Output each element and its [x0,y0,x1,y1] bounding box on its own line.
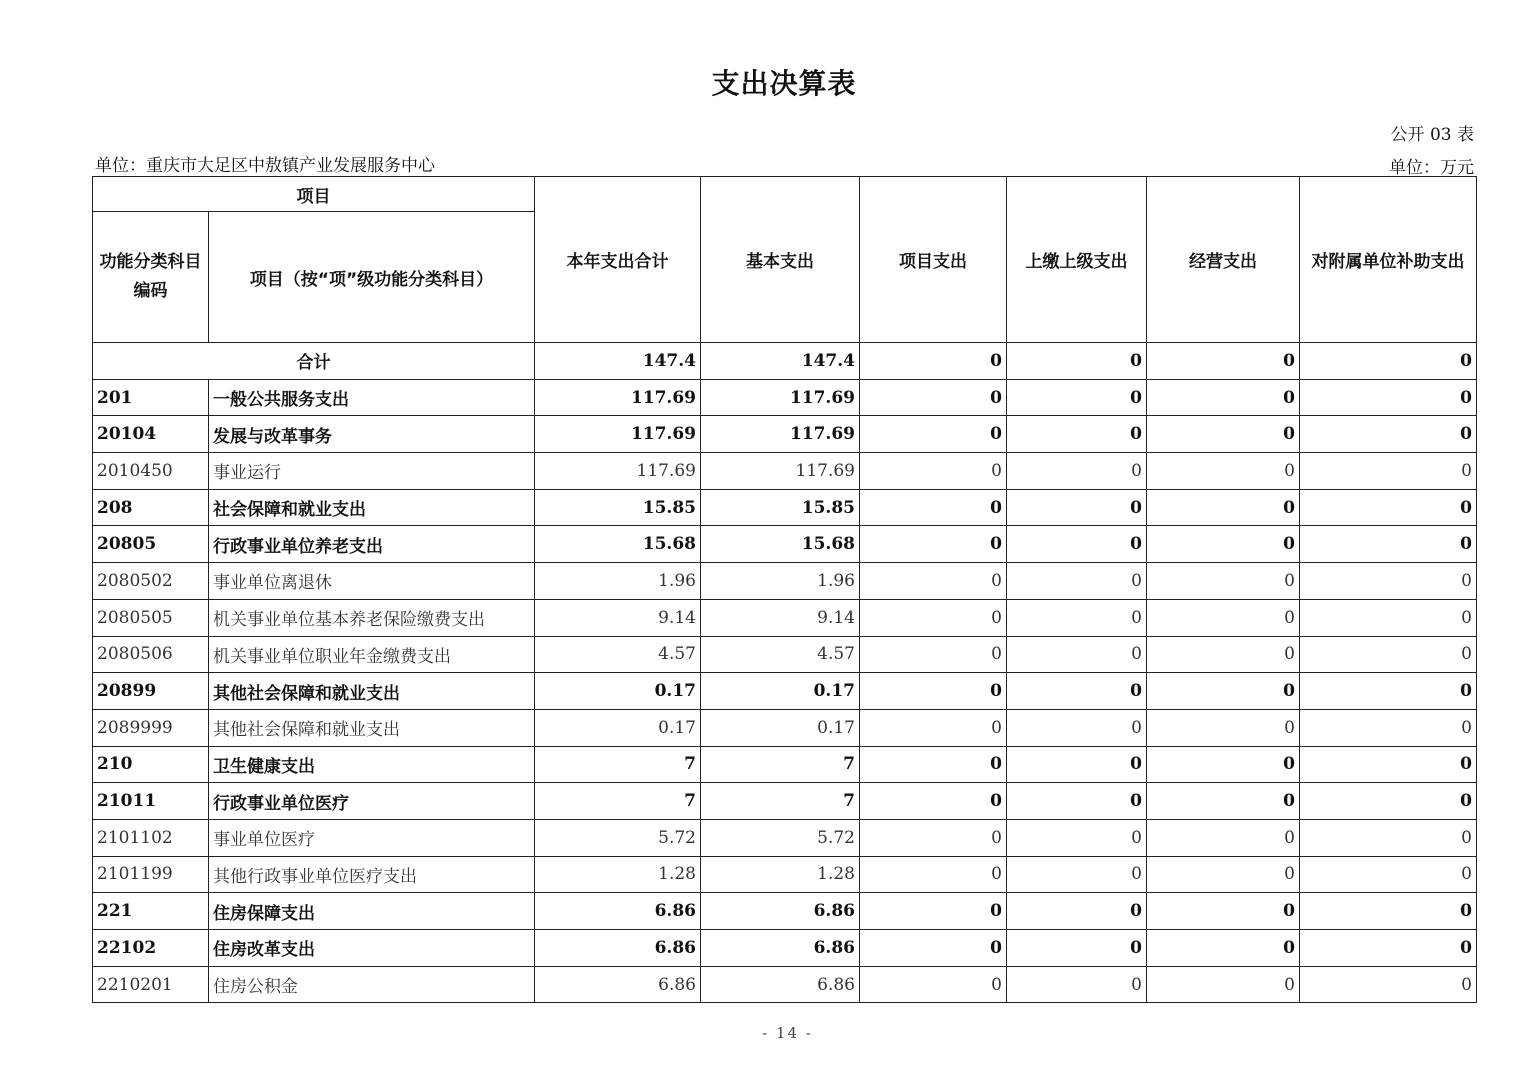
amount-cell: 0 [860,636,1007,673]
amount-cell: 0 [1300,819,1477,856]
page-number: - 14 - [762,1024,813,1042]
amount-cell: 0 [1147,893,1300,930]
table-row [93,453,1477,490]
function-code-cell: 201 [93,379,209,416]
amount-cell: 0 [1300,526,1477,563]
header-subsidy-expenditure: 对附属单位补助支出 [1300,177,1477,343]
amount-cell: 117.69 [535,416,701,453]
function-code-cell: 2101102 [93,819,209,856]
header-project-expenditure: 项目支出 [860,177,1007,343]
amount-cell: 0 [1300,893,1477,930]
amount-cell: 0 [1300,856,1477,893]
amount-cell: 1.28 [535,856,701,893]
page-title: 支出决算表 [711,67,857,100]
form-number: 公开 03 表 [1390,125,1474,145]
header-item-name: 项目（按“项”级功能分类科目） [209,212,535,343]
total-cell: 147.4 [701,343,860,380]
amount-cell: 117.69 [535,453,701,490]
amount-cell: 0 [1300,966,1477,1003]
amount-cell: 0 [1007,563,1147,600]
item-name-cell: 事业运行 [209,453,535,490]
amount-cell: 0 [1300,489,1477,526]
amount-cell: 0 [860,673,1007,710]
amount-cell: 0 [1147,930,1300,967]
amount-cell: 0 [1147,563,1300,600]
amount-cell: 0 [1147,489,1300,526]
amount-cell: 0 [860,599,1007,636]
amount-cell: 0 [1007,746,1147,783]
function-code-cell: 2080506 [93,636,209,673]
header-function-code: 功能分类科目编码 [93,212,209,343]
amount-cell: 0 [1300,563,1477,600]
header-project: 项目 [93,177,535,212]
amount-cell: 4.57 [535,636,701,673]
function-code-cell: 20899 [93,673,209,710]
amount-cell: 0 [1147,856,1300,893]
amount-cell: 0 [1007,416,1147,453]
amount-cell: 0 [1007,856,1147,893]
table-row [93,379,1477,416]
header-total-expenditure: 本年支出合计 [535,177,701,343]
amount-cell: 0 [1007,673,1147,710]
function-code-cell: 2010450 [93,453,209,490]
amount-cell: 0 [860,453,1007,490]
item-name-cell: 事业单位离退休 [209,563,535,600]
total-cell: 0 [1300,343,1477,380]
amount-cell: 0 [1007,636,1147,673]
amount-cell: 0 [1147,783,1300,820]
currency-unit: 单位：万元 [1389,158,1474,178]
item-name-cell: 发展与改革事务 [209,416,535,453]
amount-cell: 7 [535,783,701,820]
total-cell: 147.4 [535,343,701,380]
amount-cell: 117.69 [701,453,860,490]
item-name-cell: 其他社会保障和就业支出 [209,709,535,746]
function-code-cell: 20104 [93,416,209,453]
amount-cell: 5.72 [701,819,860,856]
amount-cell: 6.86 [701,930,860,967]
amount-cell: 0 [1147,526,1300,563]
amount-cell: 9.14 [701,599,860,636]
amount-cell: 0 [1007,819,1147,856]
amount-cell: 0 [1300,783,1477,820]
function-code-cell: 2101199 [93,856,209,893]
table-row [93,563,1477,600]
function-code-cell: 2080502 [93,563,209,600]
amount-cell: 0 [1300,709,1477,746]
total-row [93,343,1477,380]
table-row [93,819,1477,856]
amount-cell: 0 [1300,746,1477,783]
table-row [93,746,1477,783]
amount-cell: 15.68 [535,526,701,563]
amount-cell: 1.96 [535,563,701,600]
amount-cell: 0 [1007,489,1147,526]
amount-cell: 0.17 [701,673,860,710]
amount-cell: 0 [860,930,1007,967]
amount-cell: 4.57 [701,636,860,673]
amount-cell: 6.86 [535,966,701,1003]
amount-cell: 0.17 [535,709,701,746]
amount-cell: 0 [1147,746,1300,783]
amount-cell: 0 [860,709,1007,746]
table-row [93,893,1477,930]
amount-cell: 0 [1007,709,1147,746]
amount-cell: 5.72 [535,819,701,856]
table-row [93,856,1477,893]
amount-cell: 1.28 [701,856,860,893]
amount-cell: 0 [860,416,1007,453]
amount-cell: 0 [860,819,1007,856]
function-code-cell: 208 [93,489,209,526]
item-name-cell: 社会保障和就业支出 [209,489,535,526]
item-name-cell: 其他行政事业单位医疗支出 [209,856,535,893]
function-code-cell: 2089999 [93,709,209,746]
table-row [93,416,1477,453]
amount-cell: 0.17 [701,709,860,746]
amount-cell: 0 [1147,636,1300,673]
amount-cell: 0 [1007,893,1147,930]
amount-cell: 0 [1300,379,1477,416]
amount-cell: 0 [1147,966,1300,1003]
amount-cell: 0 [860,783,1007,820]
amount-cell: 9.14 [535,599,701,636]
amount-cell: 6.86 [535,930,701,967]
function-code-cell: 221 [93,893,209,930]
amount-cell: 117.69 [535,379,701,416]
amount-cell: 6.86 [701,966,860,1003]
table-row [93,636,1477,673]
table-row [93,526,1477,563]
amount-cell: 0 [860,563,1007,600]
amount-cell: 0 [1147,453,1300,490]
function-code-cell: 2080505 [93,599,209,636]
amount-cell: 0 [1007,526,1147,563]
header-basic-expenditure: 基本支出 [701,177,860,343]
item-name-cell: 事业单位医疗 [209,819,535,856]
amount-cell: 0 [860,893,1007,930]
amount-cell: 0 [1007,453,1147,490]
amount-cell: 0 [1007,783,1147,820]
amount-cell: 0 [1300,453,1477,490]
function-code-cell: 2210201 [93,966,209,1003]
item-name-cell: 住房公积金 [209,966,535,1003]
item-name-cell: 一般公共服务支出 [209,379,535,416]
amount-cell: 117.69 [701,416,860,453]
amount-cell: 0 [1300,636,1477,673]
table-row [93,673,1477,710]
item-name-cell: 住房保障支出 [209,893,535,930]
function-code-cell: 21011 [93,783,209,820]
function-code-cell: 210 [93,746,209,783]
amount-cell: 0 [860,966,1007,1003]
table-row [93,966,1477,1003]
table-row [93,930,1477,967]
amount-cell: 15.85 [535,489,701,526]
amount-cell: 0 [1147,599,1300,636]
header-business-expenditure: 经营支出 [1147,177,1300,343]
amount-cell: 1.96 [701,563,860,600]
expenditure-table [92,176,1477,1003]
amount-cell: 7 [701,783,860,820]
total-cell: 0 [860,343,1007,380]
header-upper-level-payment: 上缴上级支出 [1007,177,1147,343]
amount-cell: 7 [701,746,860,783]
total-cell: 0 [1007,343,1147,380]
item-name-cell: 机关事业单位基本养老保险缴费支出 [209,599,535,636]
item-name-cell: 行政事业单位医疗 [209,783,535,820]
amount-cell: 0 [1300,930,1477,967]
amount-cell: 0 [1007,930,1147,967]
item-name-cell: 机关事业单位职业年金缴费支出 [209,636,535,673]
amount-cell: 0 [860,526,1007,563]
amount-cell: 117.69 [701,379,860,416]
amount-cell: 0 [1007,966,1147,1003]
amount-cell: 0 [1147,819,1300,856]
amount-cell: 0 [1147,416,1300,453]
amount-cell: 0.17 [535,673,701,710]
amount-cell: 7 [535,746,701,783]
amount-cell: 0 [1147,379,1300,416]
reporting-unit: 单位：重庆市大足区中敖镇产业发展服务中心 [95,156,435,176]
amount-cell: 15.68 [701,526,860,563]
amount-cell: 0 [860,379,1007,416]
amount-cell: 0 [1147,709,1300,746]
amount-cell: 0 [860,489,1007,526]
function-code-cell: 20805 [93,526,209,563]
amount-cell: 0 [1007,599,1147,636]
item-name-cell: 卫生健康支出 [209,746,535,783]
amount-cell: 0 [1300,416,1477,453]
amount-cell: 0 [1147,673,1300,710]
amount-cell: 0 [860,856,1007,893]
amount-cell: 0 [1300,673,1477,710]
amount-cell: 0 [860,746,1007,783]
function-code-cell: 22102 [93,930,209,967]
item-name-cell: 住房改革支出 [209,930,535,967]
table-row [93,489,1477,526]
amount-cell: 0 [1300,599,1477,636]
table-row [93,599,1477,636]
item-name-cell: 行政事业单位养老支出 [209,526,535,563]
item-name-cell: 其他社会保障和就业支出 [209,673,535,710]
table-row [93,709,1477,746]
table-row [93,783,1477,820]
amount-cell: 15.85 [701,489,860,526]
amount-cell: 6.86 [535,893,701,930]
amount-cell: 6.86 [701,893,860,930]
total-label: 合计 [93,343,535,380]
total-cell: 0 [1147,343,1300,380]
amount-cell: 0 [1007,379,1147,416]
